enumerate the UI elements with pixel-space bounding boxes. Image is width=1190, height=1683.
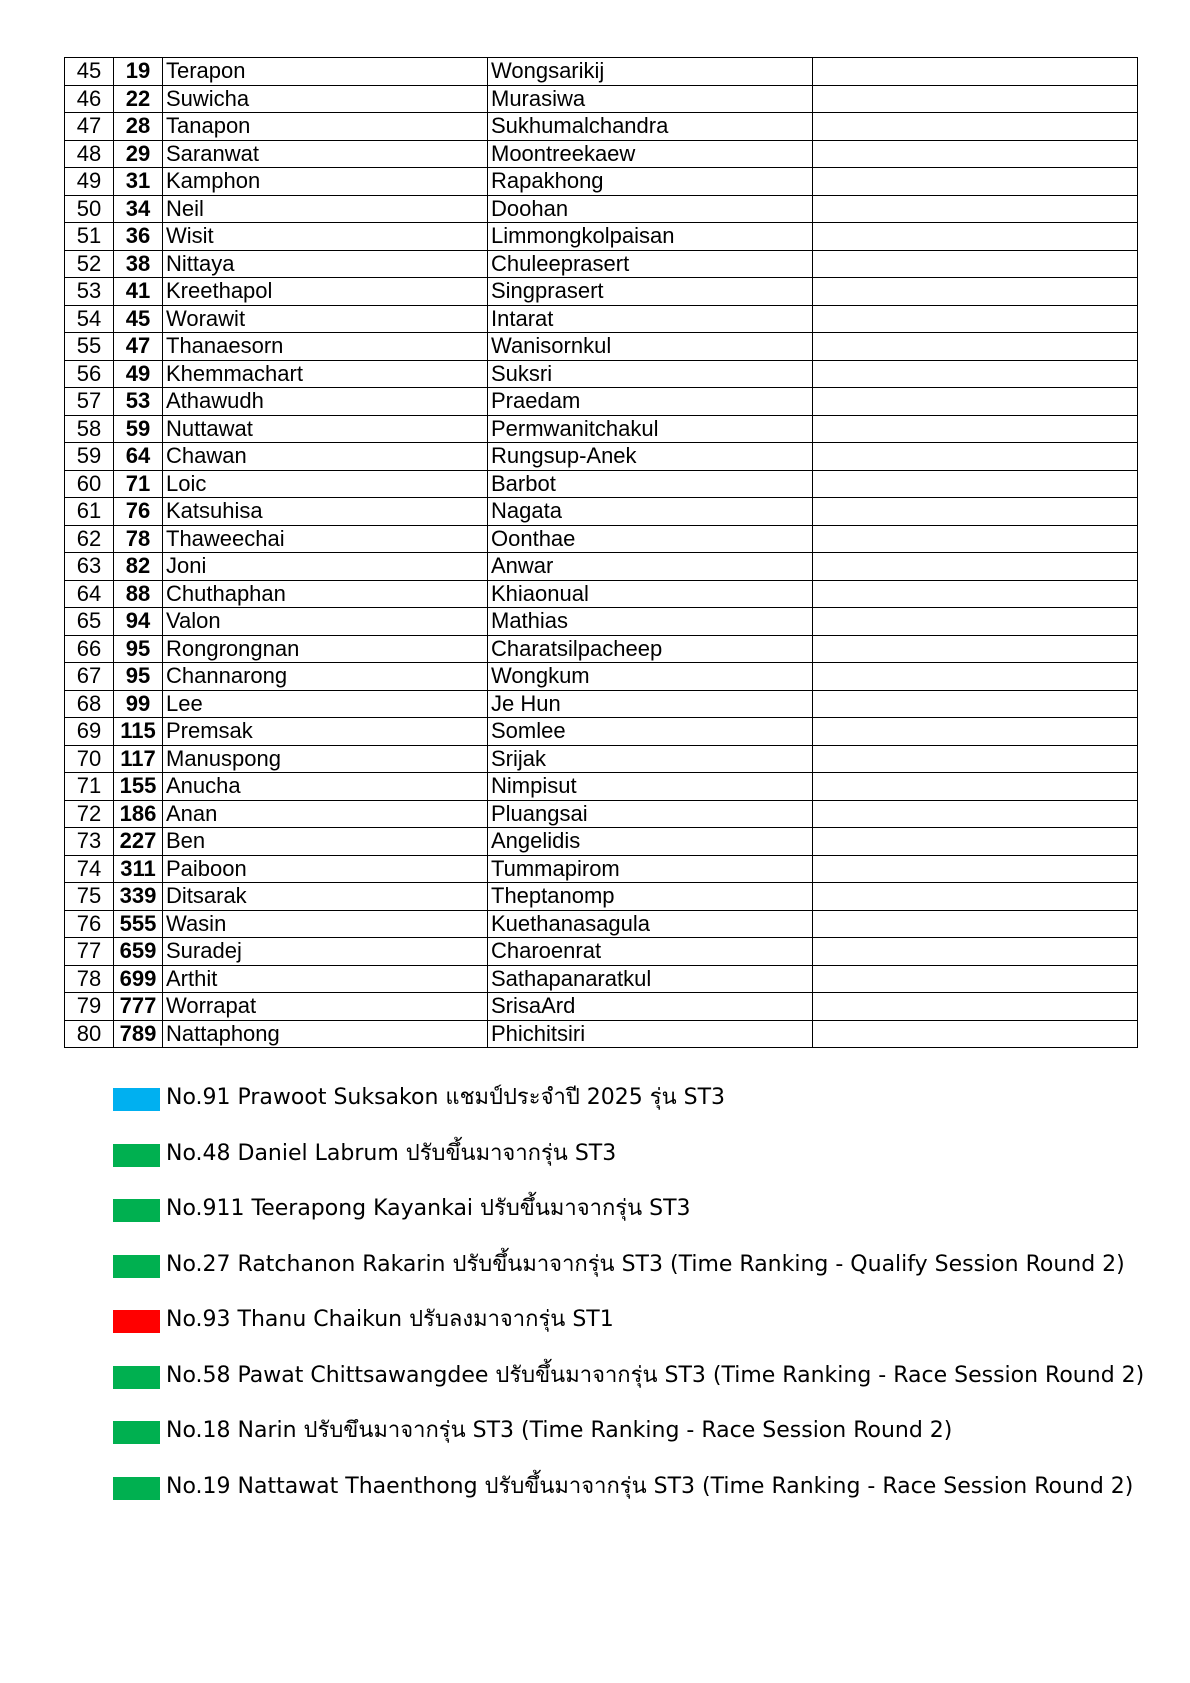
legend-text: No.58 Pawat Chittsawangdee ปรับขึ้นมาจากรุ่น ST3 (Time Ranking - Race Session Round 2) [166, 1362, 1145, 1388]
note-cell [813, 745, 1138, 773]
last-name-cell: Doohan [488, 195, 813, 223]
legend-color-swatch [113, 1144, 160, 1167]
first-name-cell: Anucha [163, 773, 488, 801]
last-name-cell: Rapakhong [488, 168, 813, 196]
legend-color-swatch [113, 1366, 160, 1389]
position-cell: 77 [65, 938, 114, 966]
last-name-cell: Charatsilpacheep [488, 635, 813, 663]
first-name-cell: Joni [163, 553, 488, 581]
car-number-cell: 31 [114, 168, 163, 196]
position-cell: 66 [65, 635, 114, 663]
position-cell: 71 [65, 773, 114, 801]
position-cell: 56 [65, 360, 114, 388]
note-cell [813, 85, 1138, 113]
last-name-cell: Murasiwa [488, 85, 813, 113]
first-name-cell: Nuttawat [163, 415, 488, 443]
position-cell: 72 [65, 800, 114, 828]
note-cell [813, 113, 1138, 141]
position-cell: 60 [65, 470, 114, 498]
last-name-cell: Sathapanaratkul [488, 965, 813, 993]
table-row [65, 910, 1138, 938]
car-number-cell: 45 [114, 305, 163, 333]
note-cell [813, 938, 1138, 966]
car-number-cell: 311 [114, 855, 163, 883]
last-name-cell: Mathias [488, 608, 813, 636]
last-name-cell: Praedam [488, 388, 813, 416]
note-cell [813, 718, 1138, 746]
legend-color-swatch [113, 1255, 160, 1278]
position-cell: 73 [65, 828, 114, 856]
car-number-cell: 29 [114, 140, 163, 168]
position-cell: 49 [65, 168, 114, 196]
first-name-cell: Katsuhisa [163, 498, 488, 526]
first-name-cell: Manuspong [163, 745, 488, 773]
first-name-cell: Anan [163, 800, 488, 828]
first-name-cell: Chuthaphan [163, 580, 488, 608]
car-number-cell: 99 [114, 690, 163, 718]
table-row [65, 883, 1138, 911]
position-cell: 76 [65, 910, 114, 938]
car-number-cell: 64 [114, 443, 163, 471]
roster-table [64, 57, 1138, 1048]
last-name-cell: Srijak [488, 745, 813, 773]
last-name-cell: Wongsarikij [488, 58, 813, 86]
legend-item [113, 1469, 1163, 1525]
position-cell: 75 [65, 883, 114, 911]
table-row [65, 635, 1138, 663]
car-number-cell: 789 [114, 1020, 163, 1048]
last-name-cell: Kuethanasagula [488, 910, 813, 938]
legend-color-swatch [113, 1310, 160, 1333]
first-name-cell: Saranwat [163, 140, 488, 168]
note-cell [813, 553, 1138, 581]
car-number-cell: 117 [114, 745, 163, 773]
note-cell [813, 360, 1138, 388]
position-cell: 53 [65, 278, 114, 306]
note-cell [813, 580, 1138, 608]
position-cell: 46 [65, 85, 114, 113]
legend-item [113, 1302, 1163, 1358]
table-row [65, 443, 1138, 471]
last-name-cell: Moontreekaew [488, 140, 813, 168]
car-number-cell: 155 [114, 773, 163, 801]
car-number-cell: 95 [114, 663, 163, 691]
note-cell [813, 1020, 1138, 1048]
first-name-cell: Chawan [163, 443, 488, 471]
position-cell: 63 [65, 553, 114, 581]
table-row [65, 993, 1138, 1021]
table-row [65, 580, 1138, 608]
note-cell [813, 333, 1138, 361]
note-cell [813, 498, 1138, 526]
last-name-cell: Barbot [488, 470, 813, 498]
first-name-cell: Neil [163, 195, 488, 223]
legend-color-swatch [113, 1088, 160, 1111]
position-cell: 50 [65, 195, 114, 223]
legend-text: No.19 Nattawat Thaenthong ปรับขึ้นมาจากรุ่น ST3 (Time Ranking - Race Session Round 2) [166, 1473, 1134, 1499]
last-name-cell: Theptanomp [488, 883, 813, 911]
position-cell: 47 [65, 113, 114, 141]
note-cell [813, 140, 1138, 168]
car-number-cell: 699 [114, 965, 163, 993]
first-name-cell: Ditsarak [163, 883, 488, 911]
note-cell [813, 525, 1138, 553]
note-cell [813, 910, 1138, 938]
car-number-cell: 339 [114, 883, 163, 911]
roster-body [65, 58, 1138, 1048]
last-name-cell: Pluangsai [488, 800, 813, 828]
last-name-cell: Somlee [488, 718, 813, 746]
note-cell [813, 278, 1138, 306]
first-name-cell: Ben [163, 828, 488, 856]
car-number-cell: 59 [114, 415, 163, 443]
car-number-cell: 49 [114, 360, 163, 388]
car-number-cell: 88 [114, 580, 163, 608]
car-number-cell: 36 [114, 223, 163, 251]
first-name-cell: Rongrongnan [163, 635, 488, 663]
first-name-cell: Arthit [163, 965, 488, 993]
first-name-cell: Wasin [163, 910, 488, 938]
table-row [65, 663, 1138, 691]
table-row [65, 965, 1138, 993]
last-name-cell: Anwar [488, 553, 813, 581]
table-row [65, 250, 1138, 278]
legend-text: No.48 Daniel Labrum ปรับขึ้นมาจากรุ่น ST3 [166, 1140, 617, 1166]
first-name-cell: Lee [163, 690, 488, 718]
position-cell: 68 [65, 690, 114, 718]
car-number-cell: 41 [114, 278, 163, 306]
table-row [65, 113, 1138, 141]
last-name-cell: Suksri [488, 360, 813, 388]
position-cell: 51 [65, 223, 114, 251]
note-cell [813, 388, 1138, 416]
first-name-cell: Channarong [163, 663, 488, 691]
last-name-cell: Angelidis [488, 828, 813, 856]
first-name-cell: Thanaesorn [163, 333, 488, 361]
position-cell: 69 [65, 718, 114, 746]
note-cell [813, 305, 1138, 333]
table-row [65, 745, 1138, 773]
first-name-cell: Kreethapol [163, 278, 488, 306]
note-cell [813, 828, 1138, 856]
car-number-cell: 78 [114, 525, 163, 553]
table-row [65, 938, 1138, 966]
legend-text: No.91 Prawoot Suksakon แชมป์ประจำปี 2025 รุ่น ST3 [166, 1085, 726, 1110]
first-name-cell: Wisit [163, 223, 488, 251]
legend-text: No.27 Ratchanon Rakarin ปรับขึ้นมาจากรุ่น ST3 (Time Ranking - Qualify Session Round 2) [166, 1251, 1125, 1277]
legend-text: No.93 Thanu Chaikun ปรับลงมาจากรุ่น ST1 [166, 1307, 614, 1332]
car-number-cell: 19 [114, 58, 163, 86]
first-name-cell: Kamphon [163, 168, 488, 196]
car-number-cell: 34 [114, 195, 163, 223]
car-number-cell: 186 [114, 800, 163, 828]
last-name-cell: Intarat [488, 305, 813, 333]
table-row [65, 828, 1138, 856]
table-row [65, 855, 1138, 883]
last-name-cell: Rungsup-Anek [488, 443, 813, 471]
last-name-cell: Nimpisut [488, 773, 813, 801]
note-cell [813, 58, 1138, 86]
table-row [65, 718, 1138, 746]
legend-item [113, 1191, 1163, 1247]
first-name-cell: Worrapat [163, 993, 488, 1021]
note-cell [813, 690, 1138, 718]
table-row [65, 525, 1138, 553]
last-name-cell: Permwanitchakul [488, 415, 813, 443]
note-cell [813, 773, 1138, 801]
position-cell: 74 [65, 855, 114, 883]
position-cell: 57 [65, 388, 114, 416]
position-cell: 62 [65, 525, 114, 553]
car-number-cell: 227 [114, 828, 163, 856]
position-cell: 58 [65, 415, 114, 443]
legend-text: No.911 Teerapong Kayankai ปรับขึ้นมาจากรุ่น ST3 [166, 1196, 691, 1221]
last-name-cell: Chuleeprasert [488, 250, 813, 278]
note-cell [813, 635, 1138, 663]
car-number-cell: 76 [114, 498, 163, 526]
table-row [65, 690, 1138, 718]
position-cell: 45 [65, 58, 114, 86]
note-cell [813, 855, 1138, 883]
table-row [65, 800, 1138, 828]
table-row [65, 415, 1138, 443]
car-number-cell: 53 [114, 388, 163, 416]
table-row [65, 360, 1138, 388]
legend-item [113, 1413, 1163, 1469]
table-row [65, 333, 1138, 361]
table-row [65, 278, 1138, 306]
last-name-cell: Tummapirom [488, 855, 813, 883]
last-name-cell: Nagata [488, 498, 813, 526]
table-row [65, 223, 1138, 251]
table-row [65, 58, 1138, 86]
position-cell: 61 [65, 498, 114, 526]
table-row [65, 85, 1138, 113]
note-cell [813, 965, 1138, 993]
first-name-cell: Paiboon [163, 855, 488, 883]
table-row [65, 305, 1138, 333]
legend-item [113, 1080, 1163, 1136]
legend-color-swatch [113, 1421, 160, 1444]
note-cell [813, 993, 1138, 1021]
table-row [65, 168, 1138, 196]
first-name-cell: Worawit [163, 305, 488, 333]
note-cell [813, 168, 1138, 196]
last-name-cell: Wongkum [488, 663, 813, 691]
first-name-cell: Loic [163, 470, 488, 498]
car-number-cell: 777 [114, 993, 163, 1021]
car-number-cell: 659 [114, 938, 163, 966]
first-name-cell: Premsak [163, 718, 488, 746]
table-row [65, 498, 1138, 526]
first-name-cell: Valon [163, 608, 488, 636]
note-cell [813, 470, 1138, 498]
legend-text: No.18 Narin ปรับขึนมาจากรุ่น ST3 (Time Ranking - Race Session Round 2) [166, 1418, 953, 1443]
last-name-cell: Sukhumalchandra [488, 113, 813, 141]
position-cell: 67 [65, 663, 114, 691]
car-number-cell: 47 [114, 333, 163, 361]
note-cell [813, 415, 1138, 443]
first-name-cell: Tanapon [163, 113, 488, 141]
car-number-cell: 38 [114, 250, 163, 278]
table-row [65, 470, 1138, 498]
first-name-cell: Nittaya [163, 250, 488, 278]
first-name-cell: Nattaphong [163, 1020, 488, 1048]
first-name-cell: Suwicha [163, 85, 488, 113]
car-number-cell: 94 [114, 608, 163, 636]
last-name-cell: Phichitsiri [488, 1020, 813, 1048]
car-number-cell: 82 [114, 553, 163, 581]
car-number-cell: 555 [114, 910, 163, 938]
position-cell: 55 [65, 333, 114, 361]
last-name-cell: Singprasert [488, 278, 813, 306]
last-name-cell: Limmongkolpaisan [488, 223, 813, 251]
position-cell: 54 [65, 305, 114, 333]
note-cell [813, 443, 1138, 471]
note-cell [813, 223, 1138, 251]
last-name-cell: Wanisornkul [488, 333, 813, 361]
table-row [65, 773, 1138, 801]
last-name-cell: SrisaArd [488, 993, 813, 1021]
car-number-cell: 71 [114, 470, 163, 498]
first-name-cell: Athawudh [163, 388, 488, 416]
position-cell: 59 [65, 443, 114, 471]
position-cell: 52 [65, 250, 114, 278]
car-number-cell: 95 [114, 635, 163, 663]
legend [113, 1080, 1163, 1524]
legend-item [113, 1358, 1163, 1414]
table-row [65, 195, 1138, 223]
note-cell [813, 883, 1138, 911]
legend-item [113, 1247, 1163, 1303]
first-name-cell: Suradej [163, 938, 488, 966]
car-number-cell: 115 [114, 718, 163, 746]
first-name-cell: Khemmachart [163, 360, 488, 388]
note-cell [813, 800, 1138, 828]
note-cell [813, 195, 1138, 223]
car-number-cell: 28 [114, 113, 163, 141]
position-cell: 78 [65, 965, 114, 993]
last-name-cell: Charoenrat [488, 938, 813, 966]
legend-color-swatch [113, 1477, 160, 1500]
note-cell [813, 663, 1138, 691]
table-row [65, 140, 1138, 168]
position-cell: 70 [65, 745, 114, 773]
position-cell: 80 [65, 1020, 114, 1048]
note-cell [813, 608, 1138, 636]
last-name-cell: Je Hun [488, 690, 813, 718]
position-cell: 48 [65, 140, 114, 168]
first-name-cell: Terapon [163, 58, 488, 86]
legend-color-swatch [113, 1199, 160, 1222]
position-cell: 65 [65, 608, 114, 636]
legend-item [113, 1136, 1163, 1192]
first-name-cell: Thaweechai [163, 525, 488, 553]
last-name-cell: Oonthae [488, 525, 813, 553]
last-name-cell: Khiaonual [488, 580, 813, 608]
position-cell: 79 [65, 993, 114, 1021]
table-row [65, 1020, 1138, 1048]
car-number-cell: 22 [114, 85, 163, 113]
table-row [65, 553, 1138, 581]
table-row [65, 388, 1138, 416]
table-row [65, 608, 1138, 636]
note-cell [813, 250, 1138, 278]
position-cell: 64 [65, 580, 114, 608]
